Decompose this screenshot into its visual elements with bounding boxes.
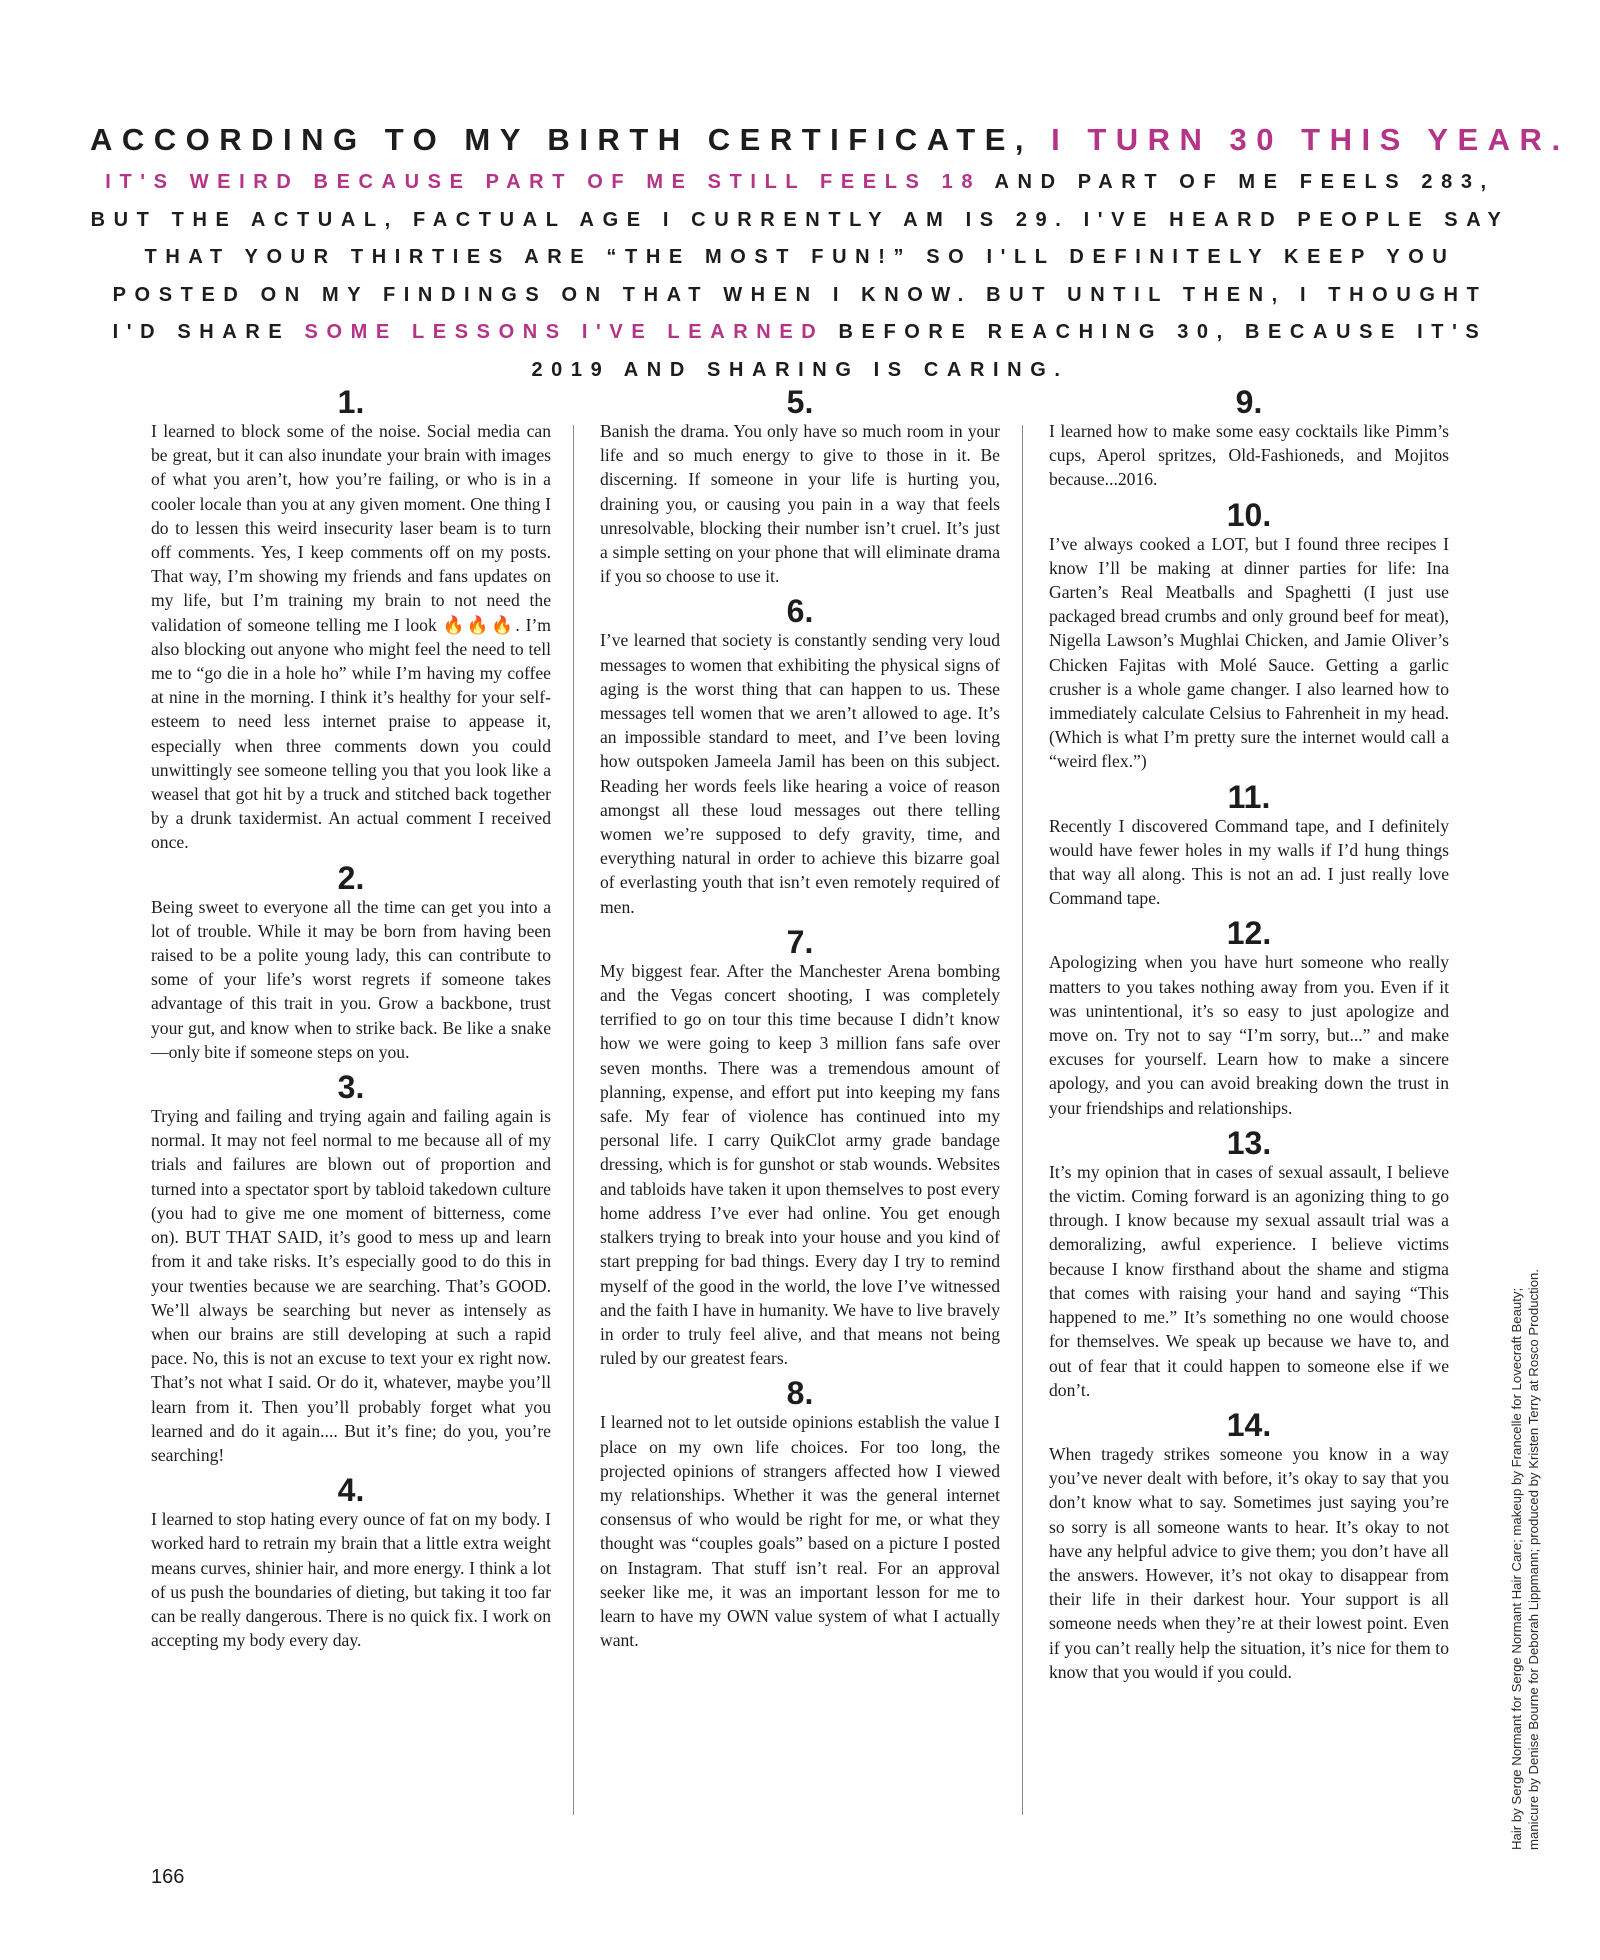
lesson-12 <box>1049 916 1449 1119</box>
intro-highlight-2: SOME LESSONS I'VE LEARNED <box>304 321 825 343</box>
lesson-text: I learned to stop hating every ounce of fat on my body. I worked hard to retrain my brain that a little extra weight means curves, shinier hair, and more energy. I think a lot of us push the boundaries of dieting, but taking it too far can be really dangerous. There is no quick fix. I work on accepting my body every day. <box>151 1509 551 1651</box>
lesson-text: Trying and failing and trying again and failing again is normal. It may not feel normal to me because all of my trials and failures are blown out of proportion and turned into a spectator sport by tabloid takedown culture (you had to give me one moment of bitterness, come on). BUT THAT SAID, it’s good to mess up and learn from it and take risks. It’s especially good to do this in your twenties because we are searching. That’s GOOD. We’ll always be searching but never as intensely as when our brains are still developing at such a rapid pace. No, this is not an excuse to text your ex right now. That’s not what I said. Or do it, whatever, maybe you’ll learn from it. Then you’ll probably forget what you learned and do it again.... But it’s fine; do you, you’re searching! <box>151 1106 551 1465</box>
lesson-text <box>151 419 551 855</box>
lesson-number: 13. <box>1226 1124 1272 1161</box>
intro-text-1: AND PART OF ME FEELS 283, BUT THE ACTUAL, FACTUAL AGE I CURRENTLY AM IS 29. I'VE HEARD PEOPLE SAY THAT YOUR THIRTIES ARE “THE MOST FUN!” SO I'LL DEFINITELY KEEP YOU POSTED ON MY FINDINGS ON THAT WHEN I KNOW. BUT UNTIL THEN, I THOUGHT I'D SHARE <box>90 171 1510 343</box>
intro-deck <box>90 120 1570 389</box>
column-3 <box>1049 385 1449 1684</box>
page-number: 166 <box>151 1866 185 1888</box>
credits-line: Hair by Serge Normant for Serge Normant Hair Care; makeup by Francelle for Lovecraft Beauty; <box>1509 1287 1524 1850</box>
lesson-number: 2. <box>337 859 365 896</box>
lesson-number: 4. <box>337 1472 365 1509</box>
lesson-1 <box>151 385 551 855</box>
lesson-2 <box>151 861 551 1064</box>
lesson-text-part: I learned to block some of the noise. Social media can be great, but it can also inundate your brain with images of what you aren’t, how you’re failing, or who is in a cooler locale than you at any given moment. One thing I do to lessen this weird insecurity laser beam is to turn off comments. Yes, I keep comments off on my posts. That way, I’m showing my friends and fans updates on my life, but I’m training my brain to not need the validation of someone telling me I look <box>151 421 551 635</box>
lesson-5 <box>600 385 1000 588</box>
lesson-4 <box>151 1473 551 1652</box>
credits-line: manicure by Denise Bourne for Deborah Lippmann; produced by Kristen Terry at Rosco Production. <box>1526 1268 1541 1850</box>
intro-highlight-1: IT'S WEIRD BECAUSE PART OF ME STILL FEELS 18 <box>105 171 982 193</box>
lesson-14 <box>1049 1408 1449 1684</box>
lesson-8 <box>600 1376 1000 1652</box>
column-1 <box>151 385 551 1652</box>
lesson-number: 3. <box>337 1069 365 1106</box>
lesson-text: My biggest fear. After the Manchester Arena bombing and the Vegas concert shooting, I was completely terrified to go on tour this time because I didn’t know how we were going to keep 3 million fans safe over seven months. There was a tremendous amount of planning, expense, and effort put into keeping my fans safe. My fear of violence has continued into my personal life. I carry QuikClot army grade bandage dressing, which is for gunshot or stab wounds. Websites and tabloids have taken it upon themselves to post every home address I’ve ever had online. You get enough stalkers trying to break into your house and you kind of start prepping for bad things. Every day I try to remind myself of the good in the world, the love I’ve witnessed and the faith I have in humanity. We have to live bravely in order to truly feel alive, and that means not being ruled by our greatest fears. <box>600 960 1000 1369</box>
lesson-number: 12. <box>1226 915 1272 952</box>
lesson-text-part: . I’m also blocking out anyone who might feel the need to tell me to “go die in a hole ho” while I’m having my coffee at nine in the morning. I think it’s healthy for your self-esteem to need less internet praise to appease it, especially when three comments down you could unwittingly see someone telling you that you look like a weasel that got hit by a truck and stitched back together by a drunk taxidermist. An actual comment I received once. <box>151 614 551 853</box>
lesson-text: I learned not to let outside opinions establish the value I place on my own life choices. For too long, the projected opinions of strangers affected how I viewed my relationships. Whether it was the general internet consensus of who would be right for me, or what they thought was “couples goals” based on a picture I posted on Instagram. That stuff isn’t real. For an approval seeker like me, it was an important lesson for me to learn to have my OWN value system of what I actually want. <box>600 1412 1000 1651</box>
fire-emoji-icon: 🔥🔥🔥 <box>442 614 516 635</box>
lesson-text: I’ve always cooked a LOT, but I found three recipes I know I’ll be making at dinner parties for life: Ina Garten’s Real Meatballs and Spaghetti (I just use packaged bread crumbs and only ground beef for meat), Nigella Lawson’s Mughlai Chicken, and Jamie Oliver’s Chicken Fajitas with Molé Sauce. Getting a garlic crusher is a whole game changer. I also learned how to immediately calculate Celsius to Fahrenheit in my head. (Which is what I’m pretty sure the internet would call a “weird flex.”) <box>1049 533 1449 772</box>
column-2 <box>600 385 1000 1652</box>
lesson-text: I learned how to make some easy cocktails like Pimm’s cups, Aperol spritzes, Old-Fashioneds, and Mojitos because...2016. <box>1049 421 1449 490</box>
lesson-number: 11. <box>1227 778 1271 815</box>
column-divider <box>573 425 574 1815</box>
lesson-9 <box>1049 385 1449 492</box>
lesson-10 <box>1049 498 1449 774</box>
lesson-number: 8. <box>786 1375 814 1412</box>
intro-headline-plain: ACCORDING TO MY BIRTH CERTIFICATE, <box>90 122 1052 157</box>
lesson-text: Recently I discovered Command tape, and I definitely would have fewer holes in my walls if I’d hung things that way all along. This is not an ad. I just really love Command tape. <box>1049 815 1449 909</box>
lesson-number: 5. <box>786 384 814 420</box>
lesson-number: 14. <box>1226 1406 1272 1443</box>
column-divider <box>1022 425 1023 1815</box>
intro-paragraph <box>90 164 1510 389</box>
lesson-number: 7. <box>786 923 814 960</box>
lesson-number: 9. <box>1235 384 1263 420</box>
intro-headline-highlight: I TURN 30 THIS YEAR. <box>1051 122 1570 157</box>
lesson-number: 1. <box>337 384 365 420</box>
lesson-6 <box>600 594 1000 918</box>
intro-headline <box>90 120 1570 160</box>
lesson-text: Banish the drama. You only have so much room in your life and so much energy to give to those in it. Be discerning. If someone in your life is hurting you, draining you, or causing you pain in a way that feels unresolvable, blocking their number isn’t cruel. It’s just a simple setting on your phone that will eliminate drama if you so choose to use it. <box>600 421 1000 587</box>
lesson-text: Apologizing when you have hurt someone who really matters to you takes nothing away from you. Even if it was unintentional, it’s so easy to just apologize and move on. Try not to say “I’m sorry, but...” and make excuses for yourself. Learn how to make a sincere apology, and you can avoid breaking down the trust in your friendships and relationships. <box>1049 952 1449 1118</box>
lesson-11 <box>1049 780 1449 911</box>
photo-credits <box>1508 1170 1542 1850</box>
lesson-number: 6. <box>786 593 814 630</box>
lesson-text: It’s my opinion that in cases of sexual assault, I believe the victim. Coming forward is an agonizing thing to go through. I know because my sexual assault trial was a demoralizing, awful experience. I believe victims because I know firsthand about the shame and stigma that comes with raising your hand and saying “This happened to me.” It’s something no one would choose for themselves. We speak up because we have to, and out of fear that it could happen to someone else if we don’t. <box>1049 1161 1449 1400</box>
lesson-text: Being sweet to everyone all the time can get you into a lot of trouble. While it may be born from having been raised to be a polite young lady, this can contribute to some of your life’s worst regrets if someone takes advantage of this trait in you. Grow a backbone, trust your gut, and know when to strike back. Be like a snake—only bite if someone steps on you. <box>151 896 551 1062</box>
lesson-13 <box>1049 1126 1449 1402</box>
lesson-3 <box>151 1070 551 1467</box>
lesson-number: 10. <box>1226 496 1272 533</box>
lesson-text: I’ve learned that society is constantly sending very loud messages to women that exhibiting the physical signs of aging is the worst thing that can happen to us. These messages tell women that we aren’t allowed to age. It’s an impossible standard to meet, and I’ve been loving how outspoken Jameela Jamil has been on this subject. Reading her words feels like hearing a voice of reason amongst all these loud messages out there telling women we’re supposed to defy gravity, time, and everything natural in order to achieve this bizarre goal of everlasting youth that isn’t even remotely required of men. <box>600 630 1000 917</box>
lesson-7 <box>600 925 1000 1370</box>
intro-text-2: BEFORE REACHING 30, BECAUSE IT'S 2019 AND SHARING IS CARING. <box>531 321 1488 381</box>
lesson-text: When tragedy strikes someone you know in a way you’ve never dealt with before, it’s okay to say that you don’t know what to say. Sometimes just saying you’re so sorry is all someone wants to hear. It’s okay to not have any helpful advice to give them; you don’t have all the answers. However, it’s not okay to disappear from their life in their darkest hour. Your support is all someone needs when they’re at their lowest point. Even if you can’t really help the situation, it’s nice for them to know that you would if you could. <box>1049 1443 1449 1682</box>
